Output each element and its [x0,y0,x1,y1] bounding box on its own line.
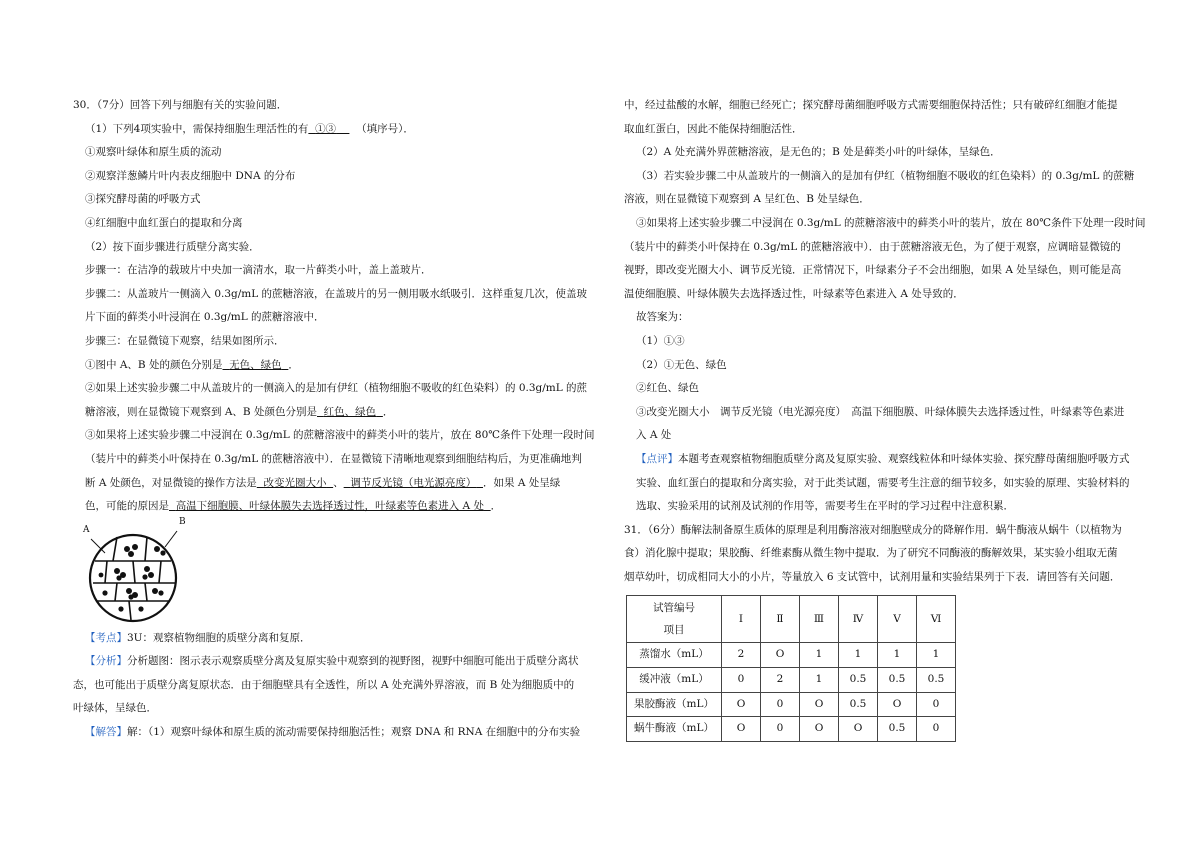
left-column [73,94,593,745]
q30-answer1-text: ①③ [315,122,337,135]
kaodian-line [73,627,593,651]
fenxi-tag: 【分析】 [85,655,127,668]
r-answer-2: （2）①无色、绿色 [636,358,727,371]
step-2b: 片下面的藓类小叶浸润在 0.3g/mL 的蔗糖溶液中． [85,311,325,324]
col-header-5: Ⅴ [878,596,917,643]
row-label: 蒸馏水（mL） [627,643,722,668]
r-line-6: ③如果将上述实验步骤二中浸润在 0.3g/mL 的蔗糖溶液中的藓类小叶的装片，放在 80℃条件下处理一段时间 [636,216,1146,229]
dianping-tag: 【点评】 [636,452,678,465]
r-line-9: 温使细胞膜、叶绿体膜失去选择透过性，叶绿素等色素进入 A 处导致的． [624,287,964,300]
right-column [624,94,1146,742]
header-bottom: 项目 [663,624,685,637]
q-sub3c-tail: ．如果 A 处呈绿 [483,476,561,489]
table-cell: 0 [761,692,800,717]
table-cell: 1 [839,643,878,668]
q-sub3d-text: 色，可能的原因是 [85,500,169,513]
step-2a: 步骤二：从盖玻片一侧滴入 0.3g/mL 的蔗糖溶液，在盖玻片的另一侧用吸水纸吸引．这样重复几次，使盖玻 [85,287,588,300]
jieda-line [73,721,593,745]
question-30-title: 30．（7分）回答下列与细胞有关的实验问题． [73,99,288,111]
q30-fill-hint: （填序号）． [356,122,414,135]
q30-part1-text: （1）下列4项实验中，需保持细胞生理活性的有 [85,122,309,135]
table-cell: 0 [917,717,956,742]
q-sub2b-text: 糖溶液，则在显微镜下观察到 A、B 处颜色分别是 [85,405,317,418]
q-sub3a: ③如果将上述实验步骤二中浸润在 0.3g/mL 的蔗糖溶液中的藓类小叶的装片，放在 80℃条件下处理一段时间 [85,429,595,442]
q30-part2: （2）按下面步骤进行质壁分离实验． [85,240,260,253]
fenxi-line-3: 叶绿体，呈绿色． [73,702,157,715]
option-1: ①观察叶绿体和原生质的流动 [85,146,222,159]
row-label: 果胶酶液（mL） [627,692,722,717]
r-line-1: 中，经过盐酸的水解，细胞已经死亡；探究酵母菌细胞呼吸方式需要细胞保持活性；只有破碎红细胞才能提 [624,99,1118,111]
q30-answer1 [308,123,349,135]
table-cell: 2 [722,643,761,668]
r-line-2: 取血红蛋白，因此不能保持细胞活性． [624,122,803,135]
table-cell: O [878,692,917,717]
col-header-2: Ⅱ [761,596,800,643]
answer-op2-text: 调节反光镜（电光源亮度） [350,476,477,489]
table-cell: 0.5 [878,717,917,742]
r-line-8: 视野，即改变光圈大小、调节反光镜．正常情况下，叶绿素分子不会出细胞，如果 A 处呈绿色，则可能是高 [624,264,1122,277]
table-row [627,668,956,693]
table-row [627,643,956,668]
q-sub1-text: ①图中 A、B 处的颜色分别是 [85,358,223,371]
table-cell: 1 [917,643,956,668]
table-cell: 1 [878,643,917,668]
r-line-5: 溶液，则在显微镜下观察到 A 呈红色、B 处呈绿色． [624,193,870,206]
table-row [627,692,956,717]
r-line-7: （装片中的藓类小叶保持在 0.3g/mL 的蔗糖溶液中）．由于蔗糖溶液无色，为了便于观察，应调暗显微镜的 [624,240,1121,253]
r-answer-4: ③改变光圈大小 调节反光镜（电光源亮度） 高温下细胞膜、叶绿体膜失去选择透过性，叶绿素等色素进 [636,405,1125,418]
table-cell: O [722,717,761,742]
table-cell: 1 [800,643,839,668]
dianping-line-2: 实验、血红蛋白的提取和分离实验，对于此类试题，需要考生注意的细节较多，如实验的原理、实验材料的 [636,476,1130,489]
r-answer-5: 入 A 处 [636,429,672,442]
question-31-title: 31．（6分）酶解法制备原生质体的原理是利用酶溶液对细胞壁成分的降解作用．蜗牛酶液从蜗牛（以植物为 [624,523,1122,536]
q-sub3c: 断 A 处颜色，对显微镜的操作方法是 改变光圈大小 、 调节反光镜（电光源亮度） ．如果 A 处呈绿 [85,476,561,489]
table-corner-cell [627,596,722,643]
q31-line-2: 食）消化腺中提取；果胶酶、纤维素酶从微生物中提取．为了研究不同酶液的酶解效果，某实验小组取无菌 [624,547,1118,560]
jieda-text: 解：（1）观察叶绿体和原生质的流动需要保持细胞活性；观察 DNA 和 RNA 在细胞中的分布实验 [127,726,581,739]
step-1: 步骤一：在洁净的载玻片中央加一滴清水，取一片藓类小叶，盖上盖玻片． [85,264,432,277]
kaodian-text: 3U：观察植物细胞的质壁分离和复原． [127,631,311,644]
table-cell: 0 [917,692,956,717]
jieda-tag: 【解答】 [85,726,127,739]
r-answer-label: 故答案为： [636,311,689,324]
answer-ab2-text: 红色、绿色 [323,405,377,418]
col-header-6: Ⅵ [917,596,956,643]
q-sub3b: （装片中的藓类小叶保持在 0.3g/mL 的蔗糖溶液中）．在显微镜下清晰地观察到细胞结构后，为更准确地判 [85,452,582,465]
answer-reason-text: 高温下细胞膜、叶绿体膜失去选择透过性，叶绿素等色素进入 A 处 [175,500,484,513]
fenxi-line [73,650,593,674]
row-label: 缓冲液（mL） [627,668,722,693]
fenxi-text: 分析题图：图示表示观察质壁分离及复原实验中观察到的视野图，视野中细胞可能出于质壁分离状 [127,655,579,668]
table-row [627,717,956,742]
table-cell: O [761,643,800,668]
q-sub3d: 色，可能的原因是 高温下细胞膜、叶绿体膜失去选择透过性，叶绿素等色素进入 A 处 ． [85,500,502,513]
dianping-text: 本题考查观察植物细胞质壁分离及复原实验、观察线粒体和叶绿体实验、探究酵母菌细胞呼吸方式 [678,452,1130,465]
r-answer-1: （1）①③ [636,334,685,347]
col-header-1: Ⅰ [722,596,761,643]
option-4: ④红细胞中血红蛋白的提取和分离 [85,216,243,229]
table-cell: 0 [761,717,800,742]
table-cell: 0.5 [839,692,878,717]
option-2: ②观察洋葱鳞片叶内表皮细胞中 DNA 的分布 [85,169,296,182]
answer-reason [169,500,491,512]
col-header-3: Ⅲ [800,596,839,643]
r-line-4: （3）若实验步骤二中从盖玻片的一侧滴入的是加有伊红（植物细胞不吸收的红色染料）的 0.3g/mL 的蔗糖 [636,169,1135,182]
table-cell: 2 [761,668,800,693]
answer-ab-text: 无色、绿色 [229,358,282,371]
answer-op2 [344,477,483,489]
step-3: 步骤三：在显微镜下观察，结果如图所示． [85,334,285,347]
dianping-line-3: 选取、实验采用的试剂及试剂的作用等，需要考生在平时的学习过程中注意积累． [636,500,1014,513]
table-cell: O [800,717,839,742]
table-cell: O [800,692,839,717]
table-cell: O [722,692,761,717]
answer-ab2 [317,406,383,418]
fig-label-b: B [179,516,186,527]
q-sub1: ①图中 A、B 处的颜色分别是 无色、绿色 ． [85,358,299,371]
cell-micrograph [83,523,193,623]
r-line-3: （2）A 处充满外界蔗糖溶液，是无色的；B 处是藓类小叶的叶绿体，呈绿色． [636,146,1001,159]
enzyme-table [626,595,956,741]
q31-line-3: 烟草幼叶，切成相同大小的小片，等量放入 6 支试管中，试剂用量和实验结果列于下表．请回答有关问题． [624,570,1121,583]
table-cell: 0.5 [878,668,917,693]
row-label: 蜗牛酶液（mL） [627,717,722,742]
q30-part1 [73,118,593,142]
option-3: ③探究酵母菌的呼吸方式 [85,193,201,206]
q-sub2a: ②如果上述实验步骤二中从盖玻片的一侧滴入的是加有伊红（植物细胞不吸收的红色染料）的 0.3g/mL 的蔗 [85,382,588,395]
col-header-4: Ⅳ [839,596,878,643]
table-cell: 0.5 [839,668,878,693]
header-top: 试管编号 [653,602,695,615]
table-cell: 1 [800,668,839,693]
table-cell: 0 [722,668,761,693]
kaodian-tag: 【考点】 [85,631,127,644]
r-answer-3: ②红色、绿色 [636,382,699,395]
fenxi-line-2: 态，也可能出于质壁分离复原状态．由于细胞壁具有全透性，所以 A 处充满外界溶液，而 B 处为细胞质中的 [73,678,575,691]
answer-op1 [257,477,333,489]
table-header-row [627,596,956,643]
answer-ab [222,359,288,371]
dianping-line [624,448,1132,472]
table-cell: O [839,717,878,742]
q-sub3c-text: 断 A 处颜色，对显微镜的操作方法是 [85,476,257,489]
answer-op1-text: 改变光圈大小 [263,476,327,489]
table-cell: 0.5 [917,668,956,693]
q-sub2b: 糖溶液，则在显微镜下观察到 A、B 处颜色分别是 红色、绿色 ． [85,405,394,418]
fig-label-a: A [83,524,90,535]
cell-figure [83,516,193,623]
